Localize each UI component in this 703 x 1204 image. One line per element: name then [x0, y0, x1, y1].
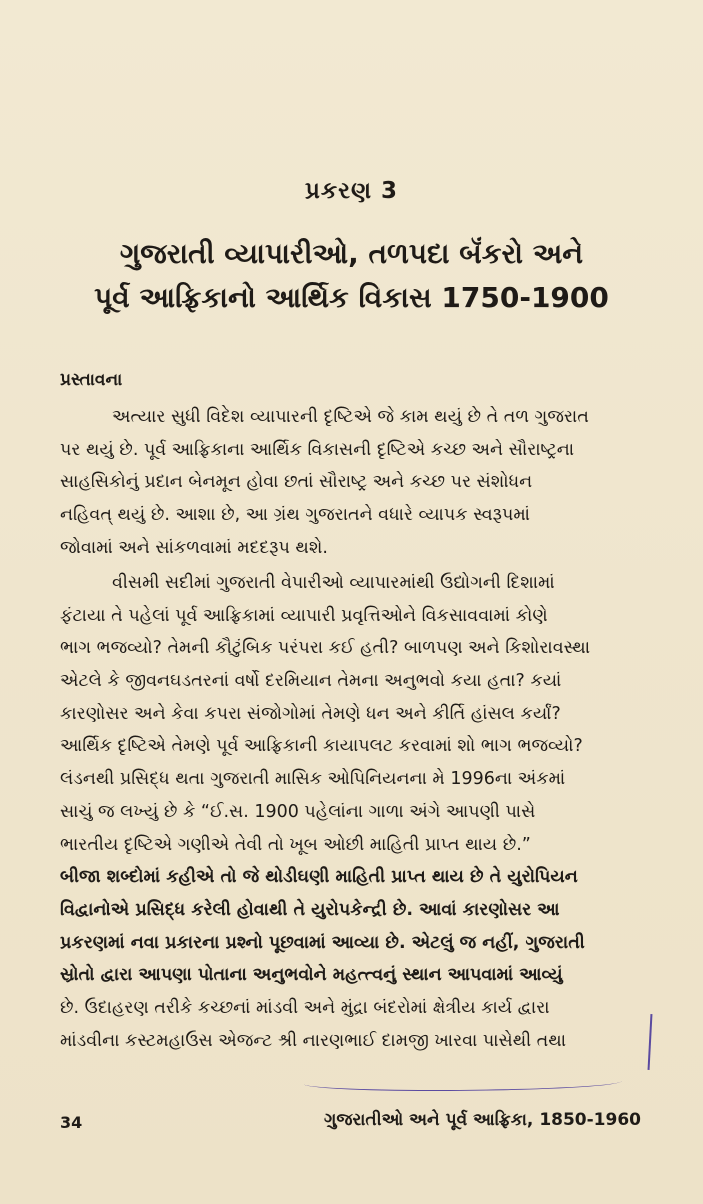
paragraph-line: અત્યાર સુધી વિદેશ વ્યાપારની દૃષ્ટિએ જે કામ થયું છે તે તળ ગુજરાત	[112, 407, 589, 427]
pen-underline-mark	[304, 1074, 622, 1091]
pen-margin-mark	[648, 1014, 653, 1070]
paragraph-line: માંડવીના કસ્ટમહાઉસ એજન્ટ શ્રી નારણભાઈ દામજી ખારવા પાસેથી તથા	[60, 1030, 566, 1051]
paragraph-line: ભાગ ભજવ્યો? તેમની કૌટુંબિક પરંપરા કઈ હતી? બાળપણ અને કિશોરાવસ્થા	[60, 638, 590, 659]
paragraph-line: ફંટાયા તે પહેલાં પૂર્વ આફ્રિકામાં વ્યાપારી પ્રવૃત્તિઓને વિકસાવવામાં કોણે	[60, 605, 548, 626]
paragraph-line: જોવામાં અને સાંકળવામાં મદદરૂપ થશે.	[60, 537, 328, 558]
paragraph-line: વીસમી સદીમાં ગુજરાતી વેપારીઓ વ્યાપારમાંથી ઉદ્યોગની દિશામાં	[112, 573, 555, 593]
paragraph-line: કારણોસર અને કેવા કપરા સંજોગોમાં તેમણે ધન અને કીર્તિ હાંસલ કર્યાં?	[60, 703, 561, 724]
paragraph-line: નહિવત્ થયું છે. આશા છે, આ ગ્રંથ ગુજરાતને વધારે વ્યાપક સ્વરૂપમાં	[60, 505, 530, 526]
paragraph-1	[60, 401, 640, 564]
paragraph-line: એટલે કે જીવનઘડતરનાં વર્ષો દરમિયાન તેમના અનુભવો કયા હતા? કયાં	[60, 671, 562, 692]
page-number: 34	[60, 1113, 83, 1132]
paragraph-line: વિદ્વાનોએ પ્રસિદ્ધ કરેલી હોવાથી તે યુરોપકેન્દ્રી છે. આવાં કારણોસર આ	[60, 899, 560, 920]
paragraph-line: પર થયું છે. પૂર્વ આફ્રિકાના આર્થિક વિકાસની દૃષ્ટિએ કચ્છ અને સૌરાષ્ટ્રના	[60, 439, 575, 460]
paragraph-line: લંડનથી પ્રસિદ્ધ થતા ગુજરાતી માસિક ઓપિનિયનના મે 1996ના અંકમાં	[60, 769, 566, 790]
paragraph-2	[60, 567, 640, 1057]
paragraph-line: બીજા શબ્દોમાં કહીએ તો જે થોડીઘણી માહિતી પ્રાપ્ત થાય છે તે યુરોપિયન	[60, 867, 578, 888]
paragraph-line: સ્રોતો દ્વારા આપણા પોતાના અનુભવોને મહત્ત્વનું સ્થાન આપવામાં આવ્યું	[60, 965, 563, 986]
running-footer: ગુજરાતીઓ અને પૂર્વ આફ્રિકા, 1850-1960	[323, 1110, 641, 1130]
chapter-title-line-1: ગુજરાતી વ્યાપારીઓ, તળપદા બૅંકરો અને	[119, 237, 584, 270]
chapter-label: પ્રકરણ 3	[304, 178, 399, 204]
section-heading: પ્રસ્તાવના	[60, 370, 123, 390]
paragraph-line: ભારતીય દૃષ્ટિએ ગણીએ તેવી તો ખૂબ ઓછી માહિતી પ્રાપ્ત થાય છે.”	[60, 834, 531, 855]
paragraph-line: સાહસિકોનું પ્રદાન બેનમૂન હોવા છતાં સૌરાષ્ટ્ર અને કચ્છ પર સંશોધન	[60, 472, 533, 493]
paragraph-line: સાચું જ લખ્યું છે કે “ઈ.સ. 1900 પહેલાંના ગાળા અંગે આપણી પાસે	[60, 801, 536, 822]
paragraph-line: છે. ઉદાહરણ તરીકે કચ્છનાં માંડવી અને મુંદ્રા બંદરોમાં ક્ષેત્રીય કાર્ય દ્વારા	[60, 997, 550, 1018]
paragraph-line: પ્રકરણમાં નવા પ્રકારના પ્રશ્નો પૂછવામાં આવ્યા છે. એટલું જ નહીં, ગુજરાતી	[60, 932, 585, 953]
chapter-title-line-2: પૂર્વ આફ્રિકાનો આર્થિક વિકાસ 1750-1900	[94, 281, 609, 314]
paragraph-line: આર્થિક દૃષ્ટિએ તેમણે પૂર્વ આફ્રિકાની કાયાપલટ કરવામાં શો ભાગ ભજવ્યો?	[60, 736, 583, 757]
